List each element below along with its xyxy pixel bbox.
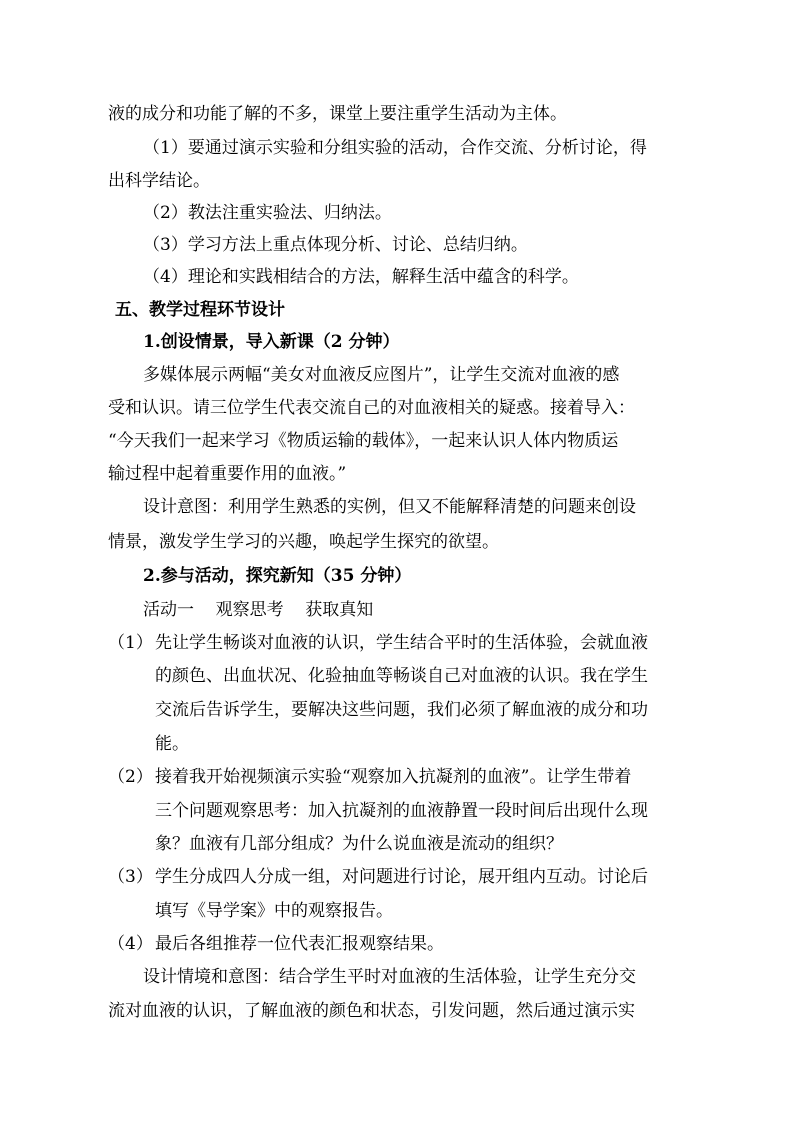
- item-2-line-3: 象？血液有几部分组成？为什么说血液是流动的组织？: [155, 834, 563, 854]
- part-1-para-1-line-3: “今天我们一起来学习《物质运输的载体》，一起来认识人体内物质运: [108, 431, 619, 451]
- part-1-heading: 1.创设情景，导入新课（2 分钟）: [143, 332, 400, 352]
- item-4-number: （4）: [108, 934, 153, 954]
- method-2: （2）教法注重实验法、归纳法。: [143, 203, 392, 223]
- design-line-2: 流对血液的认识，了解血液的颜色和状态，引发问题，然后通过演示实: [108, 1001, 635, 1021]
- item-1-line-3: 交流后告诉学生，要解决这些问题，我们必须了解血液的成分和功: [155, 700, 648, 720]
- item-1-line-2: 的颜色、出血状况、化验抽血等畅谈自己对血液的认识。我在学生: [155, 666, 648, 686]
- section-5-heading: 五、教学过程环节设计: [115, 300, 285, 320]
- part-2-heading: 2.参与活动，探究新知（35 分钟）: [143, 566, 412, 586]
- part-1-para-2-line-1: 设计意图：利用学生熟悉的实例，但又不能解释清楚的问题来创设: [143, 497, 636, 517]
- design-line-1: 设计情境和意图：结合学生平时对血液的生活体验，让学生充分交: [143, 967, 636, 987]
- item-3-line-2: 填写《导学案》中的观察报告。: [155, 901, 393, 921]
- part-1-para-1-line-1: 多媒体展示两幅“美女对血液反应图片”，让学生交流对血液的感: [143, 365, 620, 385]
- item-2-line-2: 三个问题观察思考：加入抗凝剂的血液静置一段时间后出现什么现: [155, 801, 648, 821]
- item-3-line-1: 学生分成四人分成一组，对问题进行讨论，展开组内互动。讨论后: [155, 867, 648, 887]
- item-2-line-1: 接着我开始视频演示实验“观察加入抗凝剂的血液”。让学生带着: [155, 767, 632, 787]
- method-1-line-2: 出科学结论。: [108, 171, 210, 191]
- method-4: （4）理论和实践相结合的方法，解释生活中蕴含的科学。: [143, 267, 579, 287]
- part-1-para-1-line-2: 受和认识。请三位学生代表交流自己的对血液相关的疑惑。接着导入：: [108, 398, 635, 418]
- part-1-para-1-line-4: 输过程中起着重要作用的血液。”: [108, 464, 347, 484]
- method-1-line-1: （1）要通过演示实验和分组实验的活动，合作交流、分析讨论，得: [143, 138, 647, 158]
- item-1-line-1: 先让学生畅谈对血液的认识，学生结合平时的生活体验，会就血液: [155, 633, 648, 653]
- item-3-number: （3）: [108, 867, 153, 887]
- item-4-line-1: 最后各组推荐一位代表汇报观察结果。: [155, 934, 444, 954]
- method-3: （3）学习方法上重点体现分析、讨论、总结归纳。: [143, 235, 528, 255]
- part-1-para-2-line-2: 情景，激发学生学习的兴趣，唤起学生探究的欲望。: [108, 532, 499, 552]
- item-1-line-4: 能。: [155, 734, 189, 754]
- item-2-number: （2）: [108, 767, 153, 787]
- activity-title: 活动一 观察思考 获取真知: [143, 600, 374, 620]
- intro-line: 液的成分和功能了解的不多，课堂上要注重学生活动为主体。: [108, 104, 567, 124]
- item-1-number: （1）: [108, 633, 153, 653]
